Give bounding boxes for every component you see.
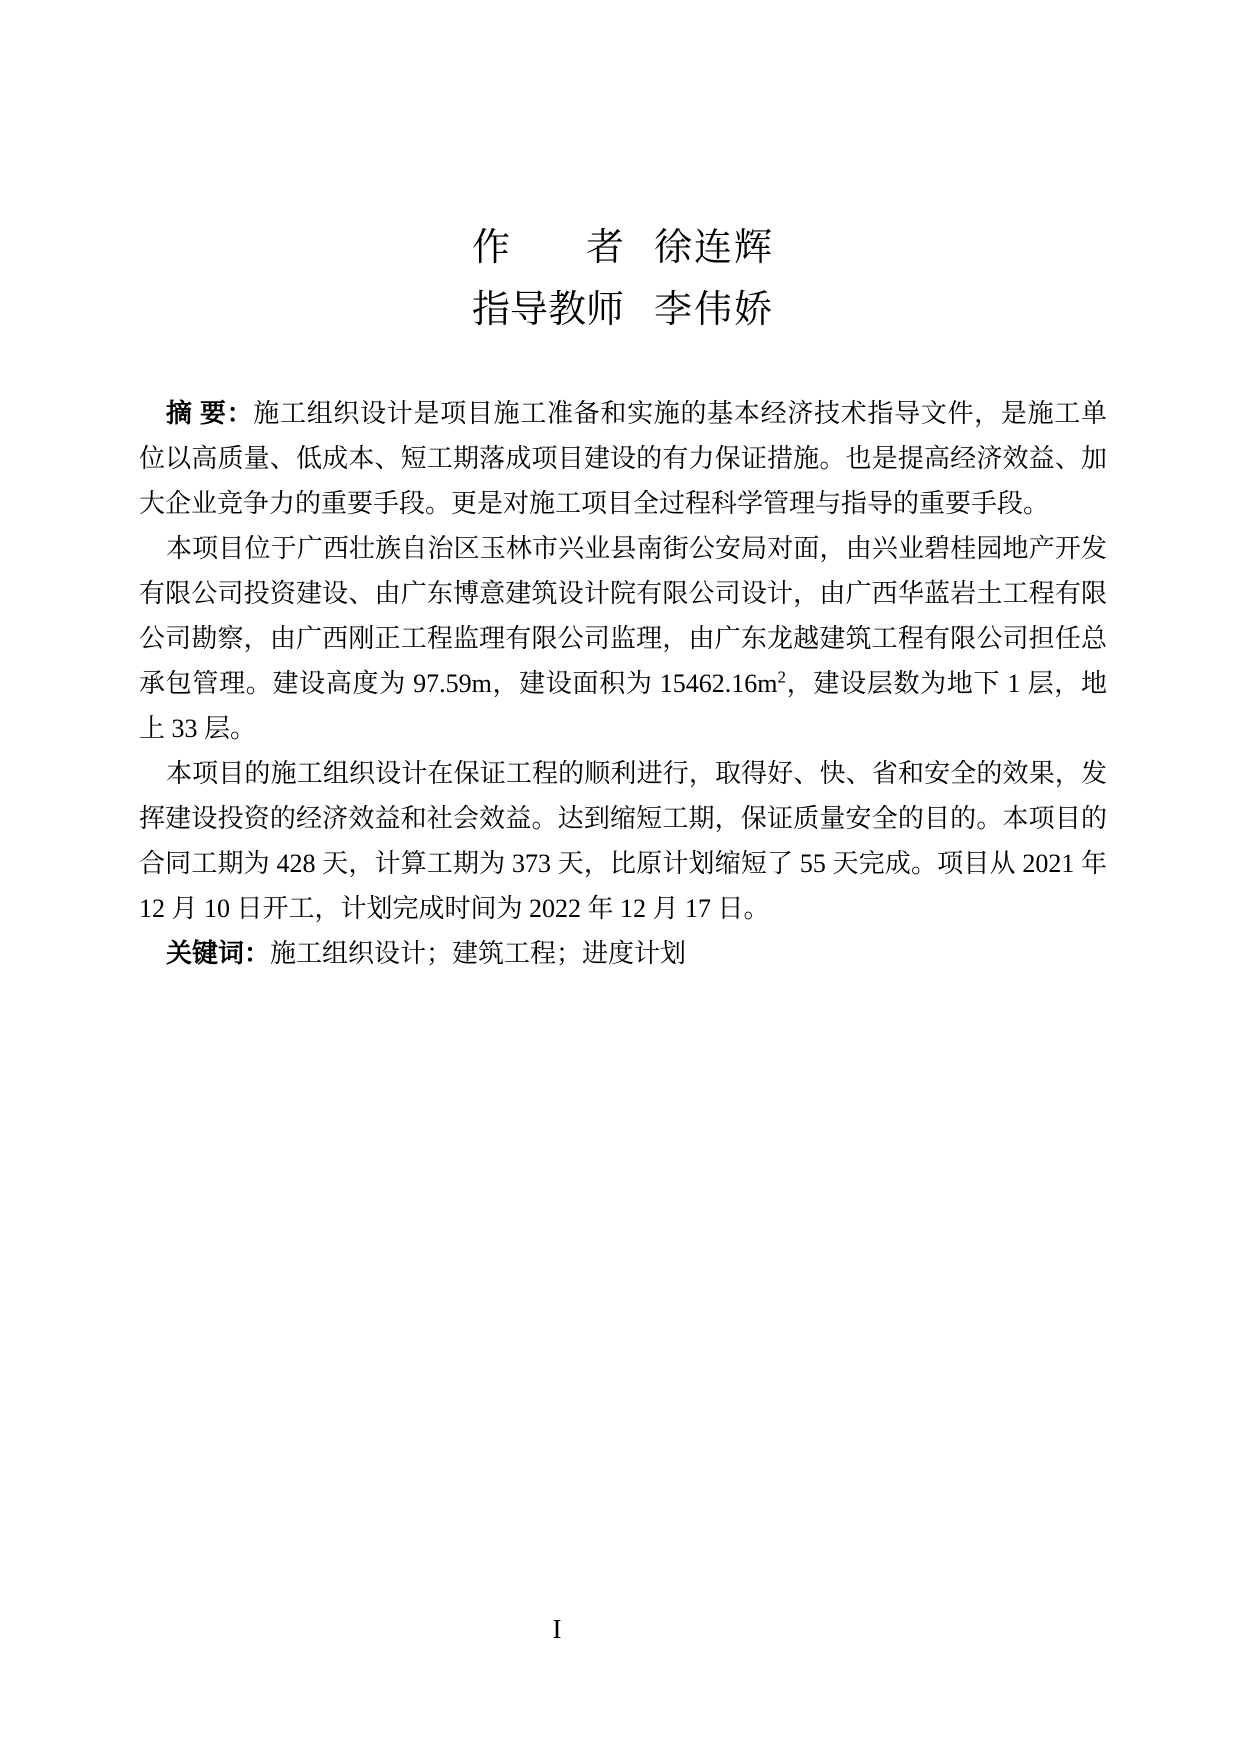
abstract-section — [139, 391, 1107, 976]
title-block — [139, 0, 1107, 340]
square-meter-superscript: 2 — [777, 667, 787, 687]
abstract-paragraph-2-text-before-superscript: 本项目位于广西壮族自治区玉林市兴业县南街公安局对面，由兴业碧桂园地产开发有限公司投资建设、由广东博意建筑设计院有限公司设计，由广西华蓝岩土工程有限公司勘察，由广西刚正工程监理有限公司监理，由广东龙越建筑工程有限公司担任总承包管理。建设高度为 97.59m，建设面积为 15462.16m — [139, 534, 1107, 698]
abstract-paragraph-2-text-after-superscript: ，建设层数为地下 1 层，地上 33 层。 — [139, 669, 1107, 743]
abstract-label: 摘 要： — [166, 399, 254, 428]
author-label — [472, 216, 624, 278]
advisor-line — [139, 278, 1107, 340]
keywords-colon: ： — [244, 939, 271, 968]
abstract-paragraph-1-text: 施工组织设计是项目施工准备和实施的基本经济技术指导文件，是施工单位以高质量、低成本、短工期落成项目建设的有力保证措施。也是提高经济效益、加大企业竞争力的重要手段。更是对施工项目全过程科学管理与指导的重要手段。 — [139, 399, 1107, 518]
abstract-paragraph-3 — [139, 751, 1107, 931]
author-line — [139, 216, 1107, 278]
keywords-label: 关键词 — [166, 939, 245, 968]
author-label-first-char: 作 — [471, 225, 510, 269]
abstract-paragraph-3-text: 本项目的施工组织设计在保证工程的顺利进行，取得好、快、省和安全的效果，发挥建设投资的经济效益和社会效益。达到缩短工期，保证质量安全的目的。本项目的合同工期为 428 天，计算工期为 373 天，比原计划缩短了 55 天完成。项目从 2021 年 12 月 10 日开工，计划完成时间为 2022 年 12 月 17 日。 — [139, 759, 1107, 923]
author-label-last-char: 者 — [585, 225, 624, 269]
author-name: 徐连辉 — [653, 225, 774, 269]
advisor-label: 指导教师 — [471, 287, 624, 331]
advisor-name: 李伟娇 — [653, 287, 774, 331]
keywords-value: 施工组织设计；建筑工程；进度计划 — [270, 939, 687, 968]
keywords-line — [139, 931, 1107, 976]
abstract-paragraph-2 — [139, 526, 1107, 751]
page-number: I — [552, 1614, 562, 1644]
abstract-paragraph-1 — [139, 391, 1107, 526]
